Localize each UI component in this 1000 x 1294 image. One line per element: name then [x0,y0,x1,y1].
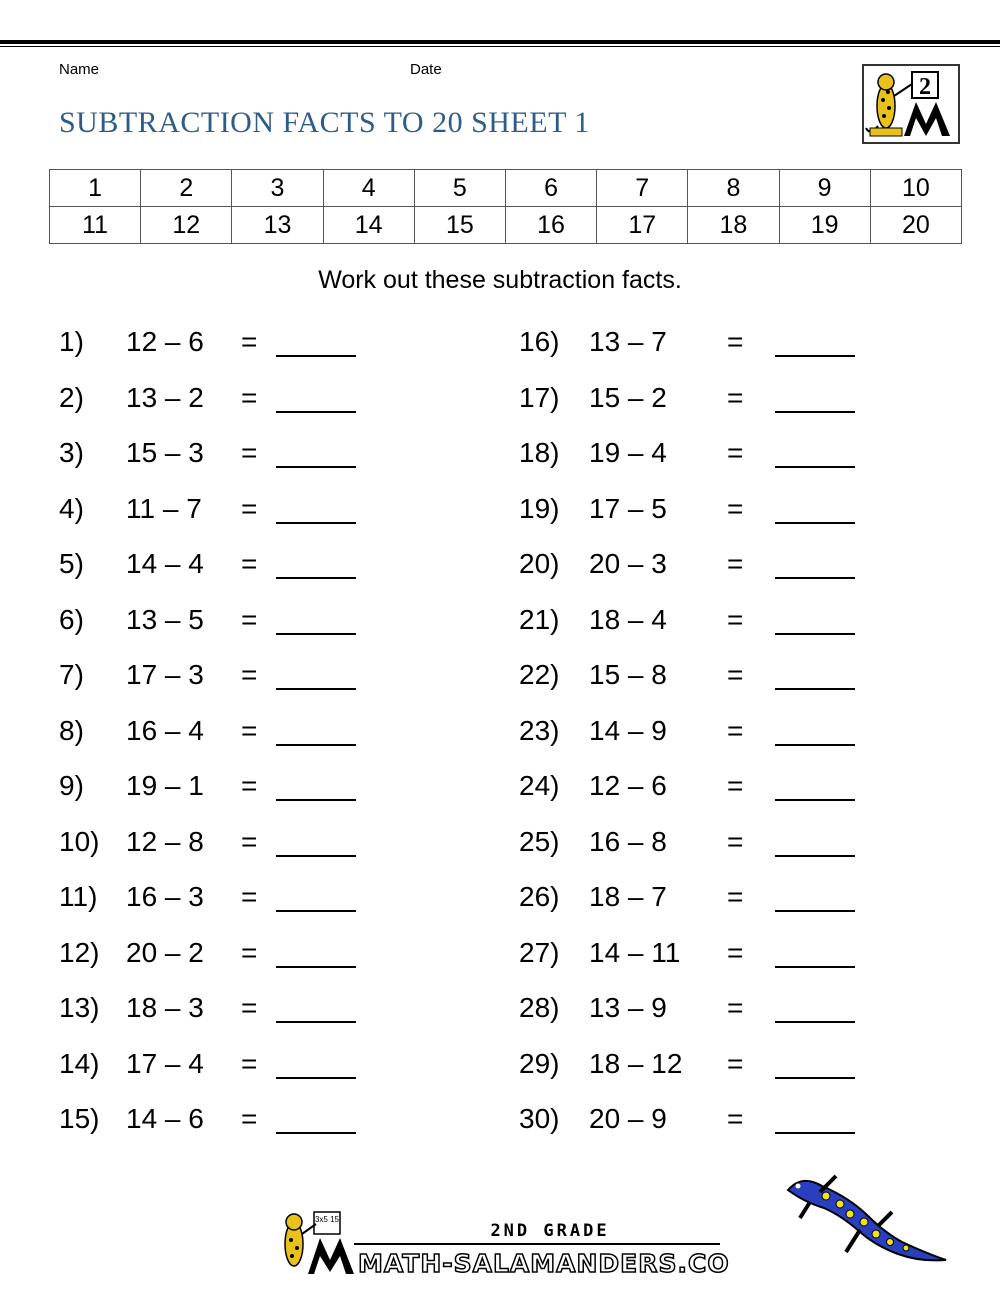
problem-expression: 20 – 2 [126,936,204,968]
problem-number: 14) [59,1047,100,1079]
equals-sign: = [241,326,258,357]
problem-row [0,655,1000,695]
equals-sign: = [727,659,744,690]
problem-expression: 13 – 9 [589,992,667,1023]
problem-row [0,378,1000,418]
problem-number: 28) [519,992,560,1023]
equals-sign: = [727,825,744,857]
problem-row [0,1044,1000,1084]
number-cell: 7 [597,170,688,207]
problem-expression: 19 – 4 [589,437,667,468]
equals-sign: = [727,381,744,413]
equals-sign: = [727,437,744,468]
problem-expression: 19 – 1 [126,770,204,801]
equals-sign: = [727,548,744,579]
problem-expression: 17 – 4 [126,1047,204,1079]
problem-number: 18) [519,437,560,468]
problem-expression: 20 – 9 [589,1103,667,1134]
answer-blank[interactable] [775,966,855,968]
answer-blank[interactable] [775,744,855,746]
equals-sign: = [241,1103,258,1134]
problem-row [0,877,1000,917]
equals-sign: = [241,437,258,468]
problem-expression: 12 – 6 [589,770,667,801]
number-cell: 6 [505,170,596,207]
problem-number: 2) [59,381,84,413]
problem-expression: 13 – 5 [126,603,204,635]
problem-expression: 18 – 12 [589,1047,683,1079]
problem-expression: 17 – 3 [126,659,204,690]
problem-number: 4) [59,492,84,524]
equals-sign: = [241,714,258,746]
problem-number: 10) [59,825,100,857]
problem-number: 12) [59,936,100,968]
header-rule-thick [0,40,1000,44]
answer-blank[interactable] [775,633,855,635]
equals-sign: = [241,881,258,912]
problem-expression: 11 – 7 [126,492,202,524]
problem-row [0,933,1000,973]
number-cell: 10 [870,170,961,207]
problem-expression: 20 – 3 [589,548,667,579]
date-label: Date [410,61,442,78]
number-line-table [49,169,962,244]
board-text: 3x5 15 [314,1215,340,1224]
number-cell: 14 [323,207,414,244]
problem-expression: 18 – 4 [589,603,667,635]
number-line-row-1 [50,170,962,207]
problem-row [0,433,1000,473]
problem-expression: 13 – 7 [589,326,667,357]
problem-number: 25) [519,825,560,857]
problem-row [0,1099,1000,1139]
equals-sign: = [727,603,744,635]
answer-blank[interactable] [775,855,855,857]
salamander-icon [780,1172,950,1272]
answer-blank[interactable] [775,522,855,524]
equals-sign: = [727,1103,744,1134]
equals-sign: = [727,881,744,912]
problem-number: 29) [519,1047,560,1079]
problem-row [0,322,1000,362]
problem-number: 20) [519,548,560,579]
number-cell: 15 [414,207,505,244]
problem-number: 5) [59,548,84,579]
number-cell: 3 [232,170,323,207]
salamander-teacher-icon [864,66,958,142]
problem-expression: 13 – 2 [126,381,204,413]
number-cell: 19 [779,207,870,244]
equals-sign: = [241,659,258,690]
number-cell: 17 [597,207,688,244]
problem-number: 3) [59,437,84,468]
footer-logo [270,1210,730,1285]
number-cell: 13 [232,207,323,244]
instructions-text: Work out these subtraction facts. [318,266,682,294]
problem-row [0,766,1000,806]
problem-expression: 16 – 4 [126,714,204,746]
equals-sign: = [727,714,744,746]
problem-number: 30) [519,1103,560,1134]
problem-number: 19) [519,492,560,524]
problem-number: 27) [519,936,560,968]
logo-grade-digit: 2 [919,74,931,100]
problem-row [0,544,1000,584]
problem-expression: 14 – 4 [126,548,204,579]
problem-number: 6) [59,603,84,635]
header-rule-thin [0,46,1000,47]
problem-expression: 12 – 6 [126,326,204,357]
problem-row [0,600,1000,640]
problem-number: 11) [59,881,98,912]
problem-number: 9) [59,770,84,801]
number-cell: 20 [870,207,961,244]
answer-blank[interactable] [775,1132,855,1134]
answer-blank[interactable] [775,910,855,912]
equals-sign: = [241,603,258,635]
answer-blank[interactable] [775,577,855,579]
number-line-row-2 [50,207,962,244]
number-cell: 9 [779,170,870,207]
name-label: Name [59,61,100,78]
equals-sign: = [241,936,258,968]
number-cell: 1 [50,170,141,207]
problem-expression: 15 – 3 [126,437,204,468]
problem-row [0,489,1000,529]
number-cell: 4 [323,170,414,207]
problem-expression: 14 – 11 [589,936,681,968]
equals-sign: = [727,1047,744,1079]
problem-expression: 18 – 3 [126,992,204,1023]
problem-expression: 14 – 6 [126,1103,204,1134]
answer-blank[interactable] [775,1077,855,1079]
number-cell: 11 [50,207,141,244]
page-title: SUBTRACTION FACTS TO 20 SHEET 1 [59,106,590,139]
problem-expression: 16 – 3 [126,881,204,912]
answer-blank[interactable] [775,799,855,801]
problem-expression: 18 – 7 [589,881,667,912]
problem-number: 16) [519,326,560,357]
answer-blank[interactable] [775,1021,855,1023]
grade-logo [862,64,960,144]
footer-grade-text: 2ND GRADE [490,1221,610,1241]
equals-sign: = [241,825,258,857]
problem-number: 7) [59,659,84,690]
equals-sign: = [727,992,744,1023]
salamander-illustration [780,1172,950,1277]
equals-sign: = [727,326,744,357]
equals-sign: = [727,492,744,524]
number-cell: 16 [505,207,596,244]
problem-number: 17) [519,381,560,413]
number-cell: 2 [141,170,232,207]
problem-expression: 15 – 8 [589,659,667,690]
problem-row [0,988,1000,1028]
equals-sign: = [241,381,258,413]
answer-blank[interactable] [775,411,855,413]
problem-expression: 17 – 5 [589,492,667,524]
answer-blank[interactable] [775,466,855,468]
problem-expression: 14 – 9 [589,714,667,746]
problem-number: 23) [519,714,560,746]
equals-sign: = [241,492,258,524]
equals-sign: = [241,992,258,1023]
problem-expression: 15 – 2 [589,381,667,413]
equals-sign: = [241,548,258,579]
equals-sign: = [727,770,744,801]
problem-row [0,711,1000,751]
number-cell: 8 [688,170,779,207]
problem-number: 21) [519,603,560,635]
equals-sign: = [241,770,258,801]
problem-number: 1) [59,326,84,357]
problem-number: 8) [59,714,84,746]
equals-sign: = [241,1047,258,1079]
number-cell: 12 [141,207,232,244]
number-cell: 18 [688,207,779,244]
problem-number: 15) [59,1103,100,1134]
problem-number: 24) [519,770,560,801]
equals-sign: = [727,936,744,968]
number-cell: 5 [414,170,505,207]
problem-number: 26) [519,881,560,912]
problem-number: 13) [59,992,100,1023]
answer-blank[interactable] [775,688,855,690]
problem-expression: 12 – 8 [126,825,204,857]
problem-number: 22) [519,659,560,690]
math-salamanders-logo [270,1210,730,1280]
footer-site-text: MATH-SALAMANDERS.COM [358,1249,730,1278]
answer-blank[interactable] [775,355,855,357]
problem-expression: 16 – 8 [589,825,667,857]
problem-row [0,822,1000,862]
